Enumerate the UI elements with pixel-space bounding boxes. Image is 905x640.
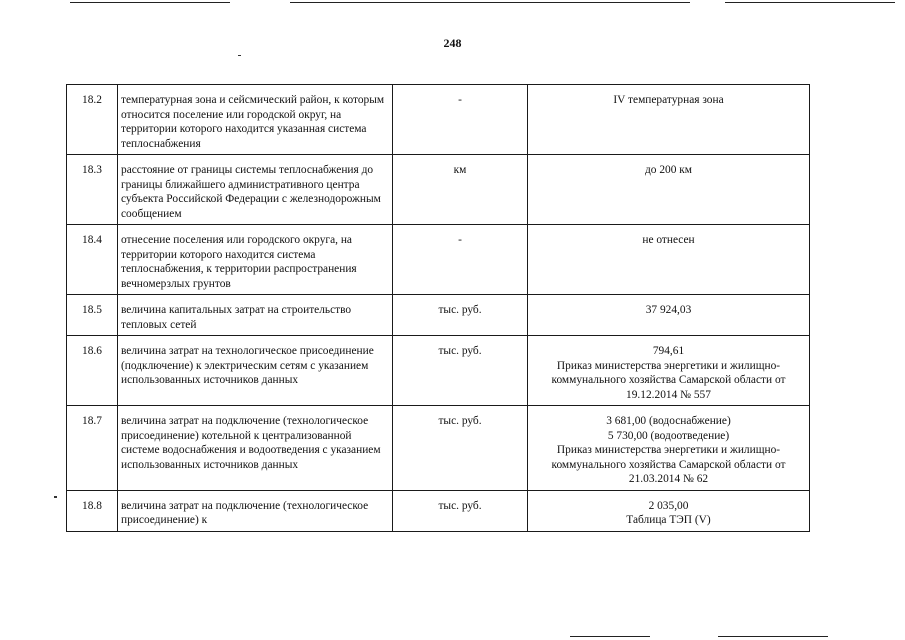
scan-edge-bottom-right	[570, 636, 650, 637]
row-description-cell: величина затрат на подключение (технологическое присоединение) котельной к централизованной системе водоснабжения и водоотведения с указанием использованных источников данных	[118, 406, 393, 491]
row-unit-cell: тыс. руб.	[393, 295, 528, 336]
row-value-cell	[528, 295, 810, 336]
scan-edge-top-right	[725, 2, 895, 3]
table-row	[67, 295, 810, 336]
scan-edge-top-left	[70, 2, 230, 3]
row-description-cell: величина затрат на технологическое присоединение (подключение) к электрическим сетям с указанием использованных источников данных	[118, 336, 393, 406]
row-value-line: IV температурная зона	[613, 94, 724, 106]
row-value-line: 5 730,00 (водоотведение)	[607, 429, 730, 442]
row-unit-cell: км	[393, 155, 528, 225]
row-unit-cell: -	[393, 225, 528, 295]
row-value-line: 794,61	[652, 345, 685, 357]
specification-table	[66, 84, 810, 532]
table-row	[67, 85, 810, 155]
row-unit-cell: тыс. руб.	[393, 490, 528, 531]
row-number-cell: 18.3	[67, 155, 118, 225]
table-row	[67, 336, 810, 406]
row-value-cell	[528, 155, 810, 225]
row-value-cell	[528, 490, 810, 531]
table-row	[67, 155, 810, 225]
row-number-cell: 18.5	[67, 295, 118, 336]
row-value-line: до 200 км	[644, 164, 692, 176]
row-value-cell	[528, 225, 810, 295]
row-description-cell: отнесение поселения или городского округа, на территории которого находится система теплоснабжения, к территории распространения вечномерзлых грунтов	[118, 225, 393, 295]
row-description-cell: величина затрат на подключение (технологическое присоединение) к	[118, 490, 393, 531]
scan-speck	[238, 55, 241, 56]
row-value-line: Таблица ТЭП (V)	[626, 514, 711, 526]
table-row	[67, 490, 810, 531]
row-value-line: Приказ министерства энергетики и жилищно-коммунального хозяйства Самарской области от 21.03.2014 № 62	[551, 444, 786, 485]
row-number-cell: 18.7	[67, 406, 118, 491]
row-description-cell: температурная зона и сейсмический район, к которым относится поселение или городской округ, на территории которого находится указанная система теплоснабжения	[118, 85, 393, 155]
page-number: 248	[443, 36, 462, 50]
scan-edge-top-middle	[290, 2, 690, 3]
row-unit-cell: тыс. руб.	[393, 406, 528, 491]
row-value-line: 37 924,03	[645, 304, 692, 316]
row-value-line: Приказ министерства энергетики и жилищно-коммунального хозяйства Самарской области от 19.12.2014 № 557	[551, 359, 786, 401]
row-unit-cell: тыс. руб.	[393, 336, 528, 406]
row-value-line: не отнесен	[642, 234, 695, 246]
row-unit-cell: -	[393, 85, 528, 155]
row-value-cell	[528, 336, 810, 406]
row-value-line: 2 035,00	[648, 499, 689, 512]
row-description-cell: расстояние от границы системы теплоснабжения до границы ближайшего административного центра субъекта Российской Федерации с железнодорожным сообщением	[118, 155, 393, 225]
table-row	[67, 406, 810, 491]
row-number-cell: 18.2	[67, 85, 118, 155]
table-row	[67, 225, 810, 295]
scan-speck	[54, 496, 57, 498]
table-body	[67, 85, 810, 532]
row-value-cell	[528, 406, 810, 491]
scan-edge-bottom-far-right	[718, 636, 828, 637]
row-value-line: 3 681,00 (водоснабжение)	[606, 415, 731, 427]
row-number-cell: 18.8	[67, 490, 118, 531]
row-number-cell: 18.6	[67, 336, 118, 406]
row-description-cell: величина капитальных затрат на строительство тепловых сетей	[118, 295, 393, 336]
row-number-cell: 18.4	[67, 225, 118, 295]
row-value-cell	[528, 85, 810, 155]
